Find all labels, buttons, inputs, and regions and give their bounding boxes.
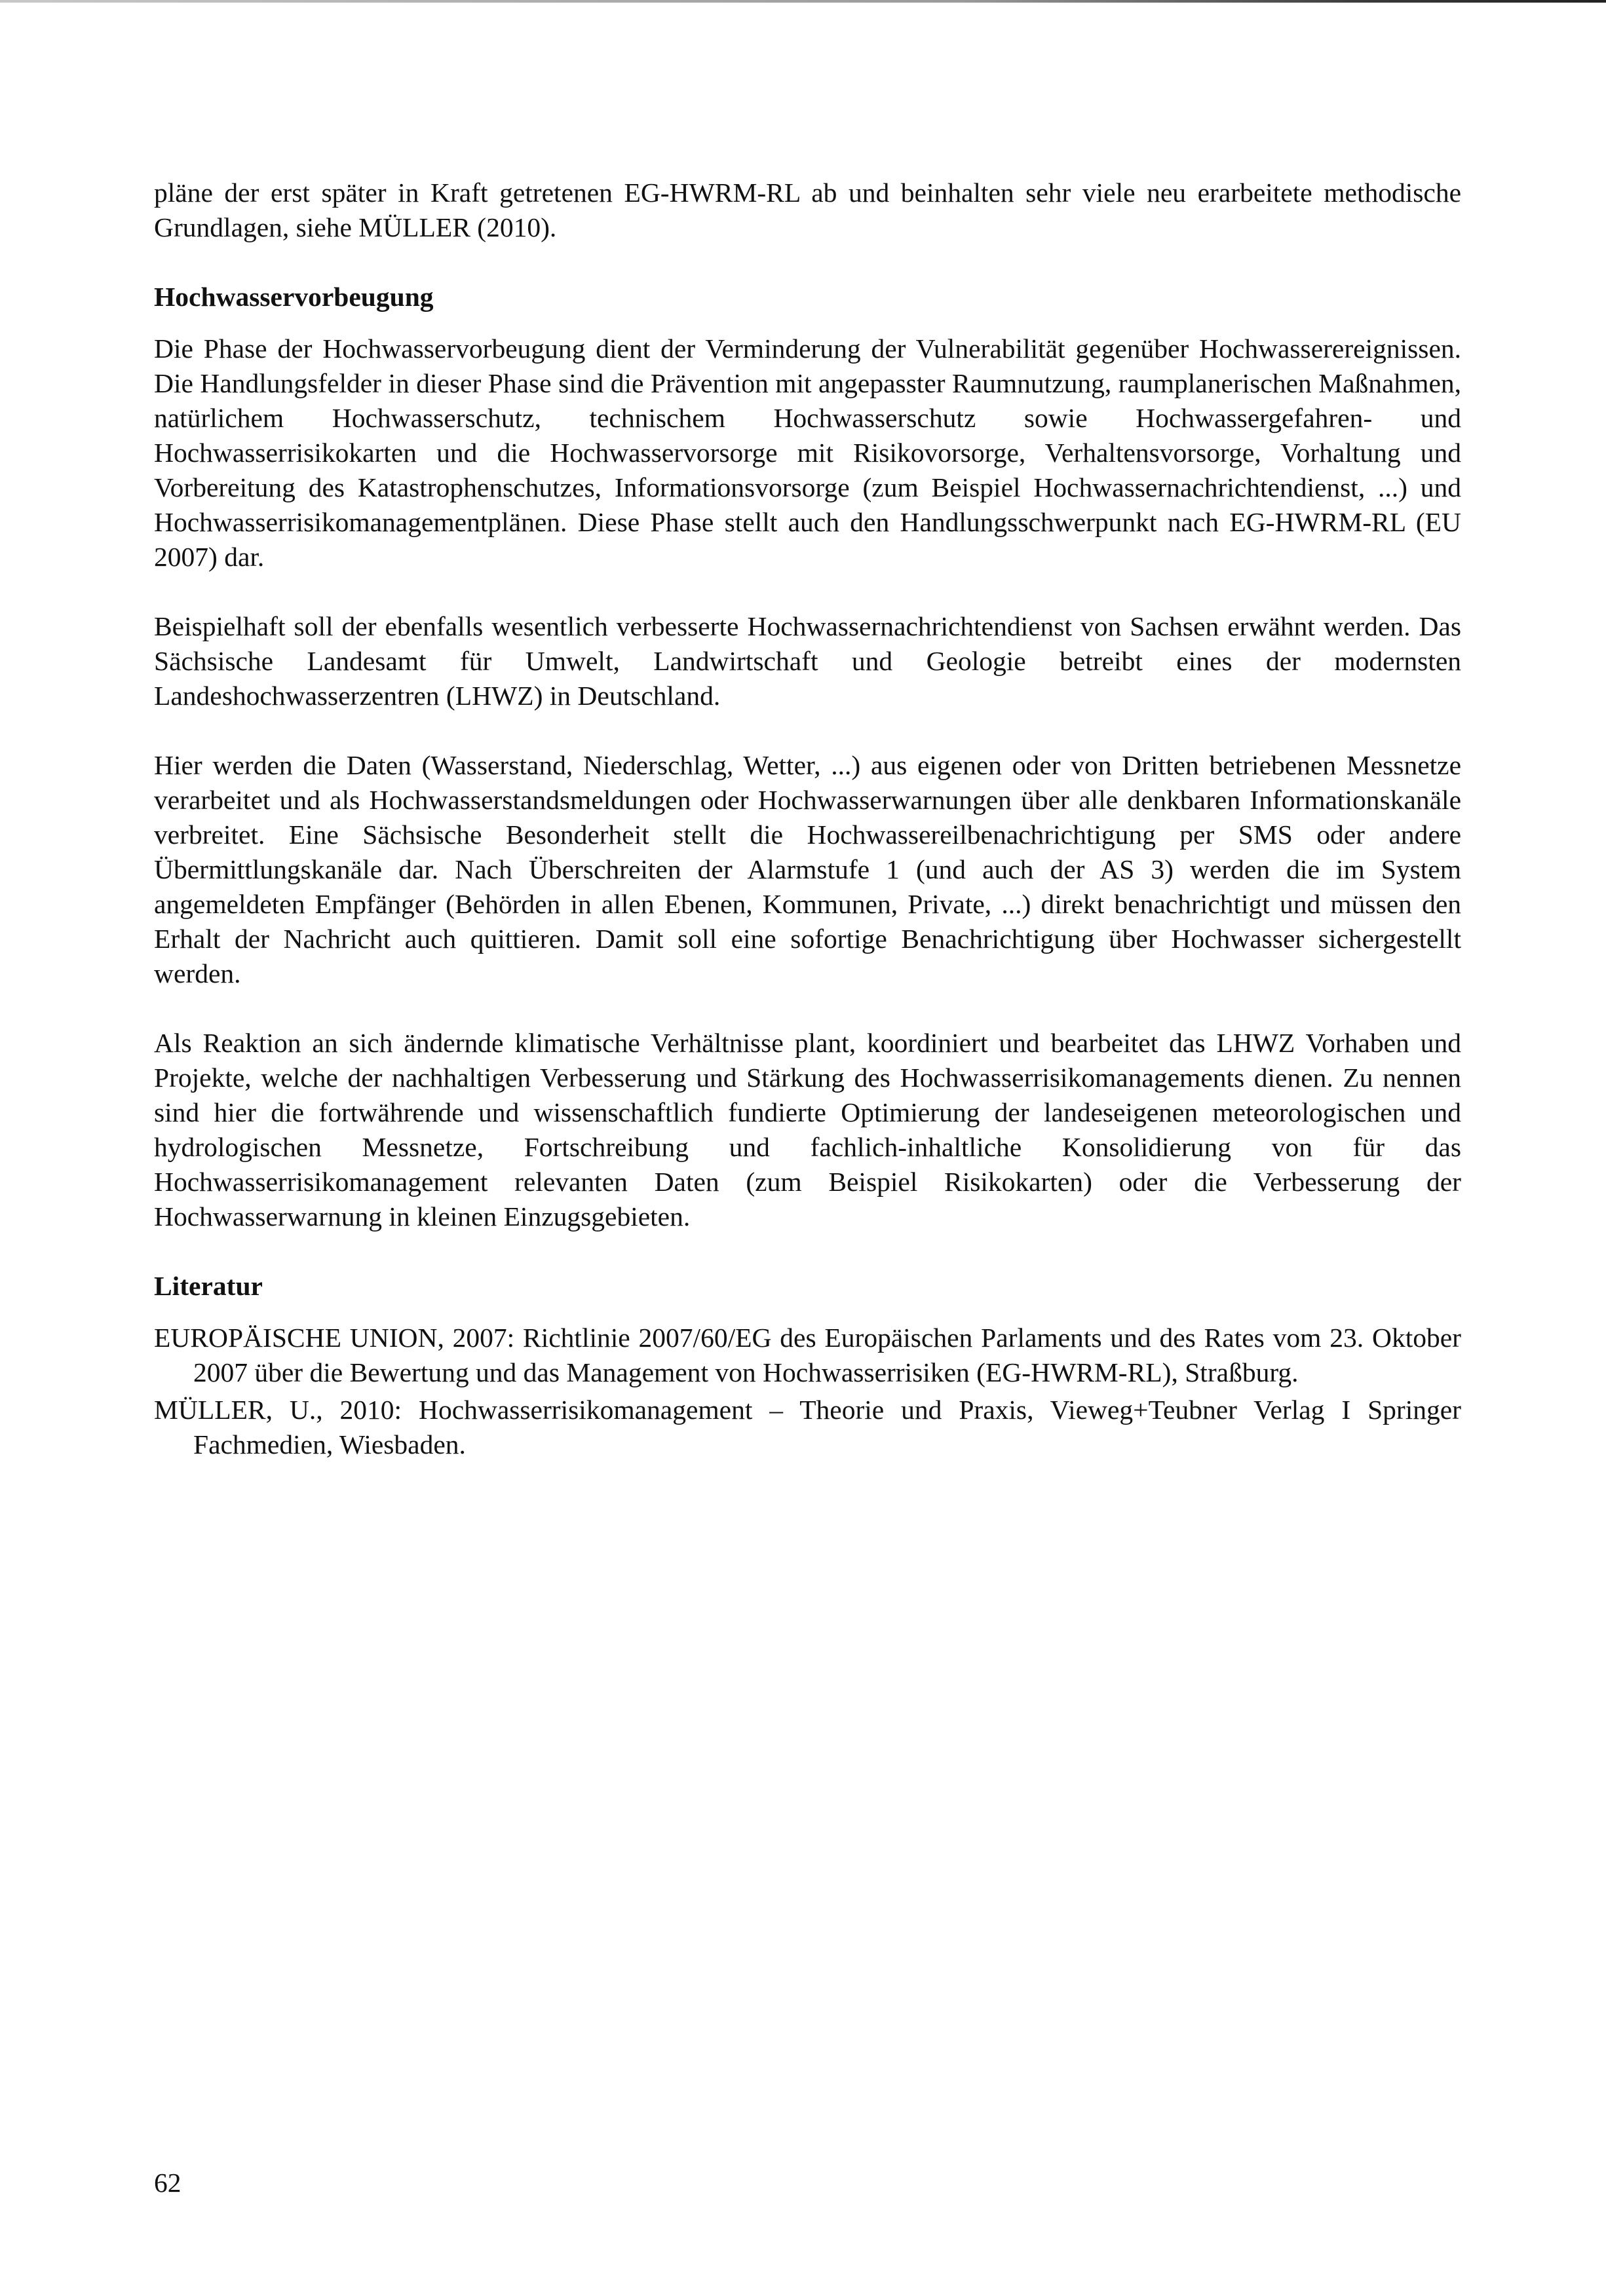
literature-heading: Literatur: [154, 1271, 263, 1301]
paragraph-reaktion: Als Reaktion an sich ändernde klimatische Verhältnisse plant, koordiniert und bearbeitet das LHWZ Vorhaben und Projekte, welche der nachhaltigen Verbesserung und Stärkung des Hochwasserrisikomanagements dienen. Zu nennen sind hier die fortwährende und wissenschaftlich fundierte Optimierung der landeseigenen meteorologischen und hydrologischen Messnetze, Fortschreibung und fachlich-inhaltliche Konsolidierung von für das Hochwasserrisikomanagement relevanten Daten (zum Beispiel Risikokarten) oder die Verbesserung der Hochwasserwarnung in kleinen Einzugsgebieten.: [154, 1028, 1461, 1232]
page-number: 62: [154, 2168, 182, 2198]
reference-item: EUROPÄISCHE UNION, 2007: Richtlinie 2007/60/EG des Europäischen Parlaments und des Rates vom 23. Oktober 2007 über die Bewertung und das Management von Hochwasserrisiken (EG-HWRM-RL), Straßburg.: [154, 1323, 1461, 1387]
paragraph-hochwasservorbeugung: Die Phase der Hochwasservorbeugung dient der Verminderung der Vulnerabilität gegenüber Hochwasserereignissen. Die Handlungsfelder in dieser Phase sind die Prävention mit angepasster Raumnutzung, raumplanerischen Maßnahmen, natürlichem Hochwasserschutz, technischem Hochwasserschutz sowie Hochwassergefahren- und Hochwasserrisikokarten und die Hochwasservorsorge mit Risikovorsorge, Verhaltensvorsorge, Vorhaltung und Vorbereitung des Katastrophenschutzes, Informationsvorsorge (zum Beispiel Hochwassernachrichtendienst, ...) und Hochwasserrisikomanagementplänen. Diese Phase stellt auch den Handlungsschwerpunkt nach EG-HWRM-RL (EU 2007) dar.: [154, 333, 1461, 572]
page-body: [154, 176, 1461, 1465]
paragraph-nachrichtendienst: Beispielhaft soll der ebenfalls wesentlich verbesserte Hochwassernachrichtendienst von Sachsen erwähnt werden. Das Sächsische Landesamt für Umwelt, Landwirtschaft und Geologie betreibt eines der modernsten Landeshochwasserzentren (LHWZ) in Deutschland.: [154, 611, 1461, 711]
reference-item: MÜLLER, U., 2010: Hochwasserrisikomanagement – Theorie und Praxis, Vieweg+Teubner Verlag I Springer Fachmedien, Wiesbaden.: [154, 1395, 1461, 1459]
scan-edge-line: [0, 0, 1606, 3]
intro-paragraph: pläne der erst später in Kraft getretenen EG-HWRM-RL ab und beinhalten sehr viele neu erarbeitete methodische Grundlagen, siehe MÜLLER (2010).: [154, 178, 1461, 242]
paragraph-daten: Hier werden die Daten (Wasserstand, Niederschlag, Wetter, ...) aus eigenen oder von Dritten betriebenen Messnetze verarbeitet und als Hochwasserstandsmeldungen oder Hochwasserwarnungen über alle denkbaren Informationskanäle verbreitet. Eine Sächsische Besonderheit stellt die Hochwassereilbenachrichtigung per SMS oder andere Übermittlungskanäle dar. Nach Überschreiten der Alarmstufe 1 (und auch der AS 3) werden die im System angemeldeten Empfänger (Behörden in allen Ebenen, Kommunen, Private, ...) direkt benachrichtigt und müssen den Erhalt der Nachricht auch quittieren. Damit soll eine sofortige Benachrichtigung über Hochwasser sichergestellt werden.: [154, 750, 1461, 988]
section-heading: Hochwasservorbeugung: [154, 282, 434, 312]
